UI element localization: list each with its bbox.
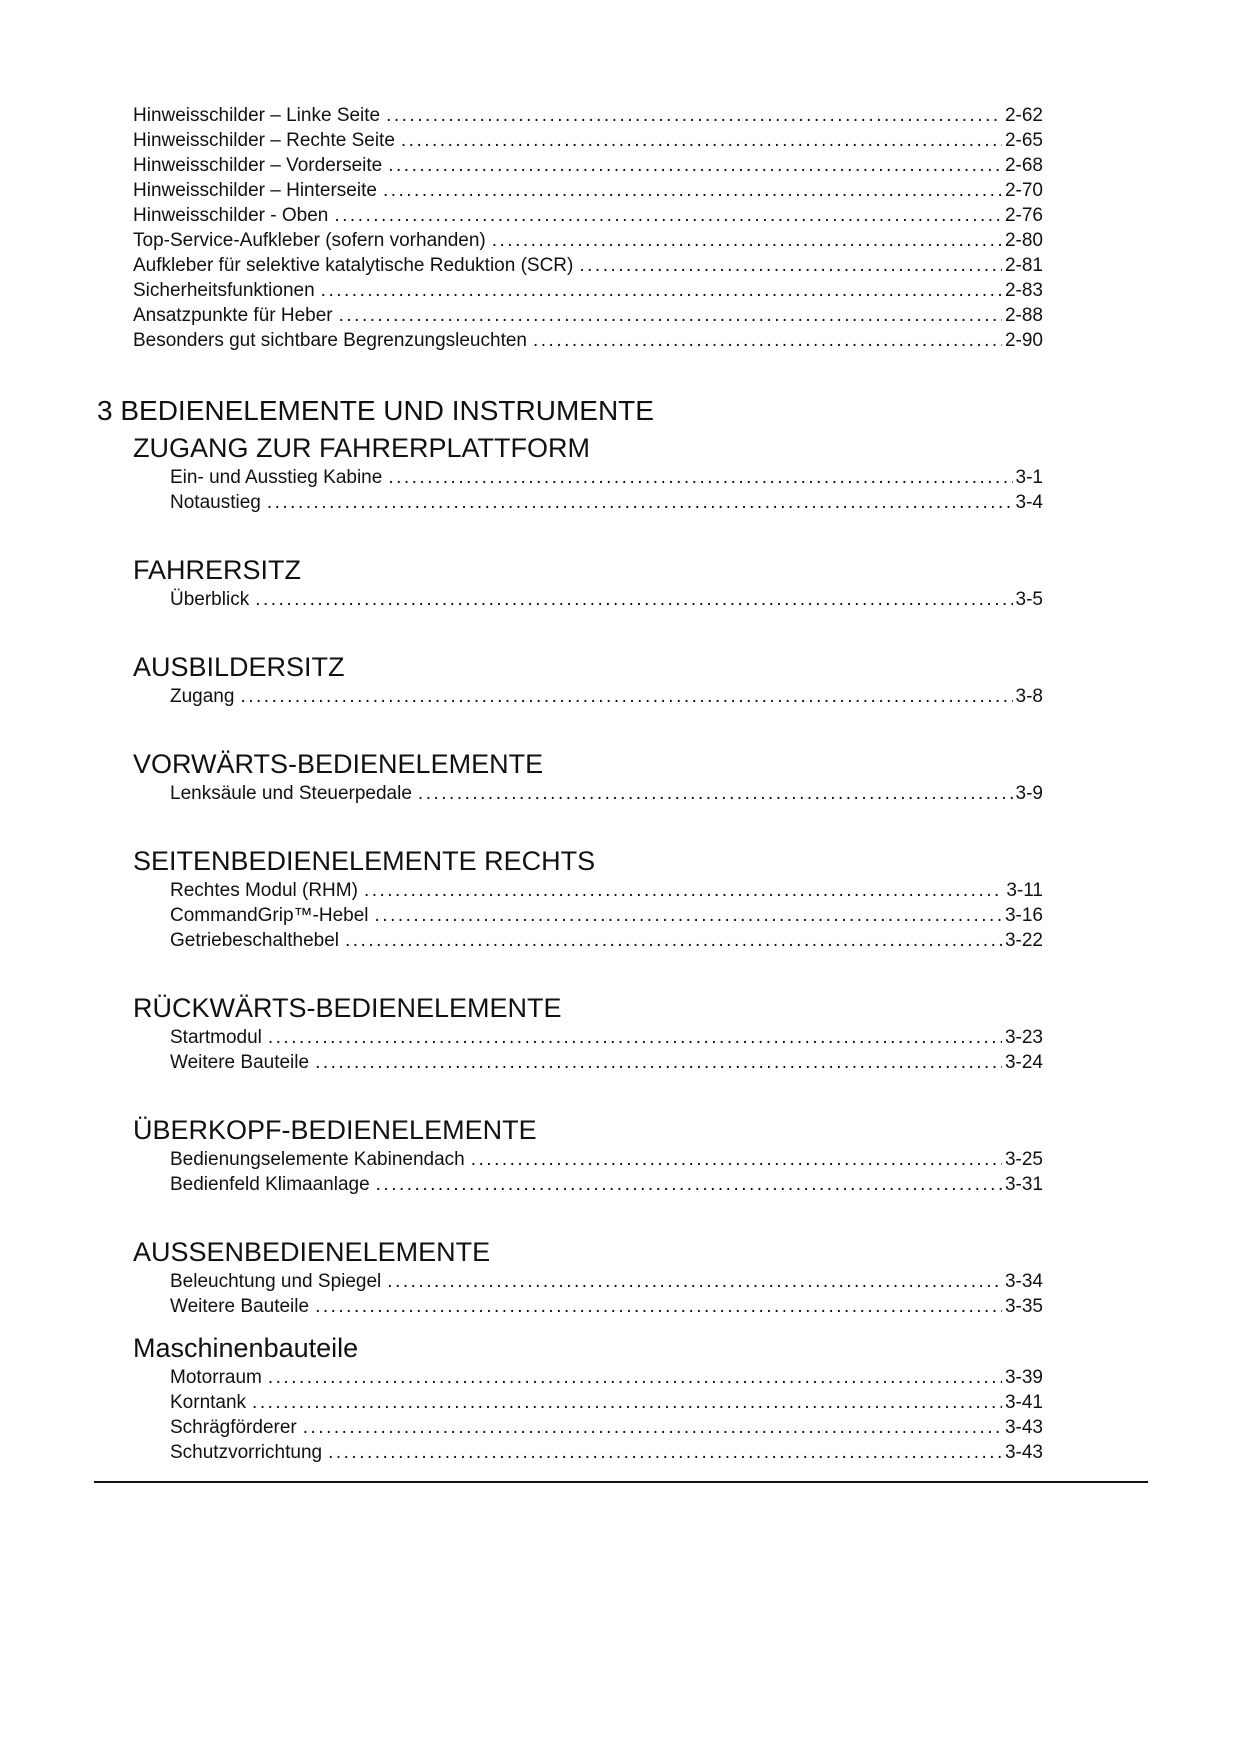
entry-label: Sicherheitsfunktionen	[133, 280, 315, 301]
dot-leader	[492, 228, 1002, 253]
toc-entry	[170, 465, 1043, 490]
entry-page-number: 3-25	[1004, 1149, 1043, 1170]
toc-section	[97, 846, 1043, 953]
section-title: FAHRERSITZ	[133, 555, 302, 585]
entry-label: Hinweisschilder – Linke Seite	[133, 105, 381, 126]
toc-section	[97, 993, 1043, 1075]
toc-leading-entries	[97, 103, 1043, 353]
entry-label: Ansatzpunkte für Heber	[133, 305, 333, 326]
toc-entry	[170, 878, 1043, 903]
entry-page-number: 3-43	[1004, 1417, 1043, 1438]
toc-entry	[170, 1172, 1043, 1197]
toc-entry	[170, 1390, 1043, 1415]
toc-entry	[170, 1365, 1043, 1390]
entry-page-number: 3-22	[1004, 930, 1043, 951]
dot-leader	[388, 153, 1002, 178]
entry-label: Bedienfeld Klimaanlage	[170, 1174, 370, 1195]
entry-page-number: 3-9	[1015, 783, 1043, 804]
entry-label: Schutzvorrichtung	[170, 1442, 323, 1463]
toc-entry	[133, 153, 1043, 178]
toc-entry	[133, 228, 1043, 253]
section-title: AUSBILDERSITZ	[133, 652, 345, 682]
entry-page-number: 3-39	[1004, 1367, 1043, 1388]
chapter-heading: 3 BEDIENELEMENTE UND INSTRUMENTE	[97, 395, 654, 426]
entry-page-number: 3-23	[1004, 1027, 1043, 1048]
entry-label: Hinweisschilder – Hinterseite	[133, 180, 377, 201]
dot-leader	[383, 178, 1002, 203]
toc-entry	[170, 781, 1043, 806]
entry-page-number: 3-4	[1015, 492, 1043, 513]
dot-leader	[387, 1269, 1002, 1294]
entry-label: Lenksäule und Steuerpedale	[170, 783, 412, 804]
dot-leader	[255, 587, 1012, 612]
toc-entry	[133, 103, 1043, 128]
entry-label: Notaustieg	[170, 492, 261, 513]
toc-entry	[133, 303, 1043, 328]
toc-entry	[133, 278, 1043, 303]
entry-label: Motorraum	[170, 1367, 262, 1388]
entry-label: Zugang	[170, 686, 235, 707]
toc-sections	[97, 433, 1043, 1465]
entry-page-number: 3-35	[1004, 1296, 1043, 1317]
toc-entry	[133, 203, 1043, 228]
entry-label: Besonders gut sichtbare Begrenzungsleuchten	[133, 330, 527, 351]
entry-label: Hinweisschilder – Rechte Seite	[133, 130, 395, 151]
entry-label: Schrägförderer	[170, 1417, 297, 1438]
toc-entry	[133, 128, 1043, 153]
dot-leader	[401, 128, 1002, 153]
toc-entry	[133, 253, 1043, 278]
toc-section	[97, 1115, 1043, 1197]
toc-entry	[170, 1025, 1043, 1050]
entry-page-number: 3-8	[1015, 686, 1043, 707]
entry-label: Bedienungselemente Kabinendach	[170, 1149, 465, 1170]
section-title: ZUGANG ZUR FAHRERPLATTFORM	[133, 433, 591, 463]
entry-page-number: 3-16	[1004, 905, 1043, 926]
footer-rule	[94, 1481, 1148, 1483]
entry-page-number: 3-1	[1015, 467, 1043, 488]
entry-label: Rechtes Modul (RHM)	[170, 880, 358, 901]
entry-page-number: 3-34	[1004, 1271, 1043, 1292]
entry-page-number: 2-90	[1004, 330, 1043, 351]
section-title: SEITENBEDIENELEMENTE RECHTS	[133, 846, 596, 876]
section-title: VORWÄRTS-BEDIENELEMENTE	[133, 749, 544, 779]
entry-page-number: 3-24	[1004, 1052, 1043, 1073]
entry-label: Hinweisschilder – Vorderseite	[133, 155, 383, 176]
entry-page-number: 2-83	[1004, 280, 1043, 301]
dot-leader	[388, 465, 1012, 490]
toc-section	[97, 749, 1043, 806]
dot-leader	[418, 781, 1013, 806]
dot-leader	[339, 303, 1002, 328]
toc-entry	[133, 328, 1043, 353]
dot-leader	[315, 1050, 1002, 1075]
toc-entry	[170, 490, 1043, 515]
dot-leader	[240, 684, 1012, 709]
dot-leader	[376, 1172, 1002, 1197]
entry-page-number: 3-31	[1004, 1174, 1043, 1195]
toc-section	[97, 1237, 1043, 1319]
section-title: RÜCKWÄRTS-BEDIENELEMENTE	[133, 993, 562, 1023]
toc-section	[97, 652, 1043, 709]
entry-page-number: 2-81	[1004, 255, 1043, 276]
entry-page-number: 2-80	[1004, 230, 1043, 251]
toc-entry	[133, 178, 1043, 203]
dot-leader	[471, 1147, 1002, 1172]
dot-leader	[267, 490, 1013, 515]
entry-page-number: 2-68	[1004, 155, 1043, 176]
toc-entry	[170, 1440, 1043, 1465]
entry-label: Weitere Bauteile	[170, 1296, 310, 1317]
dot-leader	[579, 253, 1002, 278]
toc-entry	[170, 1147, 1043, 1172]
toc-entry	[170, 903, 1043, 928]
entry-page-number: 3-11	[1006, 880, 1043, 901]
dot-leader	[345, 928, 1002, 953]
toc-section	[97, 1333, 1043, 1465]
section-title: AUSSENBEDIENELEMENTE	[133, 1237, 491, 1267]
entry-label: Top-Service-Aufkleber (sofern vorhanden)	[133, 230, 486, 251]
entry-label: Korntank	[170, 1392, 247, 1413]
entry-page-number: 2-70	[1004, 180, 1043, 201]
toc-content	[97, 103, 1043, 1465]
entry-page-number: 2-88	[1004, 305, 1043, 326]
toc-section	[97, 555, 1043, 612]
entry-page-number: 2-65	[1004, 130, 1043, 151]
dot-leader	[334, 203, 1002, 228]
toc-entry	[170, 684, 1043, 709]
toc-entry	[170, 1415, 1043, 1440]
dot-leader	[315, 1294, 1002, 1319]
entry-page-number: 3-5	[1015, 589, 1043, 610]
entry-page-number: 3-41	[1004, 1392, 1043, 1413]
toc-entry	[170, 1269, 1043, 1294]
entry-label: Beleuchtung und Spiegel	[170, 1271, 382, 1292]
entry-label: Aufkleber für selektive katalytische Reduktion (SCR)	[133, 255, 574, 276]
dot-leader	[252, 1390, 1002, 1415]
entry-label: CommandGrip™-Hebel	[170, 905, 369, 926]
entry-label: Ein- und Ausstieg Kabine	[170, 467, 383, 488]
dot-leader	[328, 1440, 1002, 1465]
toc-entry	[170, 1050, 1043, 1075]
toc-entry	[170, 1294, 1043, 1319]
entry-page-number: 2-62	[1004, 105, 1043, 126]
section-title: Maschinenbauteile	[133, 1333, 359, 1363]
entry-label: Getriebeschalthebel	[170, 930, 339, 951]
toc-entry	[170, 928, 1043, 953]
toc-entry	[170, 587, 1043, 612]
dot-leader	[533, 328, 1002, 353]
entry-label: Überblick	[170, 589, 250, 610]
entry-label: Startmodul	[170, 1027, 262, 1048]
entry-page-number: 3-43	[1004, 1442, 1043, 1463]
dot-leader	[268, 1025, 1002, 1050]
dot-leader	[321, 278, 1002, 303]
dot-leader	[364, 878, 1003, 903]
entry-label: Hinweisschilder - Oben	[133, 205, 329, 226]
dot-leader	[303, 1415, 1002, 1440]
entry-page-number: 2-76	[1004, 205, 1043, 226]
section-title: ÜBERKOPF-BEDIENELEMENTE	[133, 1115, 537, 1145]
dot-leader	[268, 1365, 1002, 1390]
toc-section	[97, 433, 1043, 515]
dot-leader	[386, 103, 1002, 128]
dot-leader	[375, 903, 1002, 928]
entry-label: Weitere Bauteile	[170, 1052, 310, 1073]
